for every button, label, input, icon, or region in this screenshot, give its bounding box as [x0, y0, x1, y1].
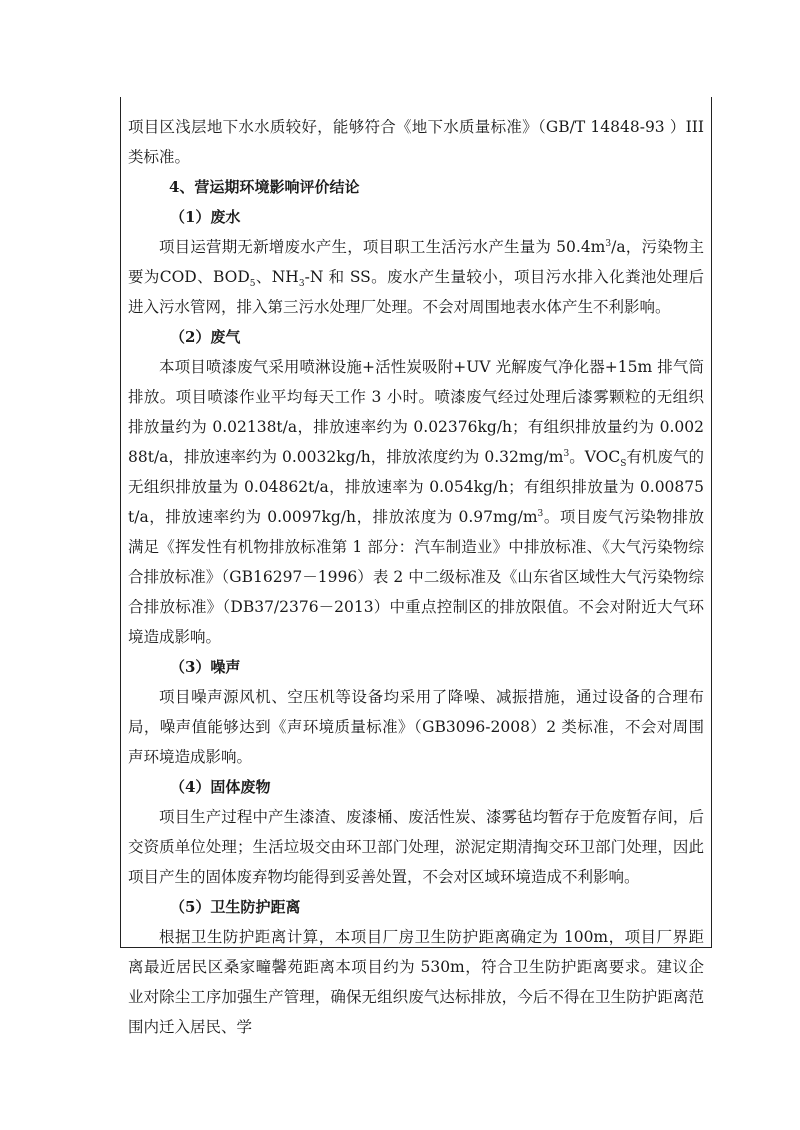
paragraph-waste-gas: 本项目喷漆废气采用喷淋设施+活性炭吸附+UV 光解废气净化器+15m 排气筒排放。项目喷漆作业平均每天工作 3 小时。喷漆废气经过处理后漆雾颗粒的无组织排放量约为 0.02138t/a，排放速率约为 0.02376kg/h；有组织排放量约为 0.00288t/a，排放速率约为 0.0032kg/h，排放浓度约为 $0.32mg/m^3$。$VOC_S$有机废气的无组织排放量为 0.04862t/a，排放速率为 0.054kg/h；有组织排放量为 0.00875t/a，排放速率约为 0.0097kg/h，排放浓度为 $0.97mg/m^3$。项目废气污染物排放满足《挥发性有机物排放标准第 1 部分：汽车制造业》中排放标准、《大气污染物综合排放标准》（GB16297－1996）表 2 中二级标准及《山东省区域性大气污染物综合排放标准》（DB37/2376－2013）中重点控制区的排放限值。不会对附近大气环境造成影响。	[128, 358, 704, 646]
heading-waste-gas: （2）废气	[170, 328, 241, 346]
heading-operation-impact: 4、营运期环境影响评价结论	[169, 178, 360, 196]
heading-noise: （3）噪声	[170, 658, 241, 676]
heading-solid-waste: （4）固体废物	[170, 778, 271, 796]
paragraph-noise: 项目噪声源风机、空压机等设备均采用了降噪、减振措施，通过设备的合理布局，噪声值能够达到《声环境质量标准》（GB3096-2008）2 类标准，不会对周围声环境造成影响。	[128, 688, 704, 766]
paragraph-protection-distance: 根据卫生防护距离计算，本项目厂房卫生防护距离确定为 100m，项目厂界距离最近居民区桑家疃馨苑距离本项目约为 530m，符合卫生防护距离要求。建议企业对除尘工序加强生产管理，确保无组织废气达标排放，今后不得在卫生防护距离范围内迁入居民、学	[128, 928, 704, 1036]
document-body	[128, 112, 704, 1042]
heading-protection-distance: （5）卫生防护距离	[170, 898, 301, 916]
paragraph-solid-waste: 项目生产过程中产生漆渣、废漆桶、废活性炭、漆雾毡均暂存于危废暂存间，后交资质单位处理；生活垃圾交由环卫部门处理，淤泥定期清掏交环卫部门处理，因此项目产生的固体废弃物均能得到妥善处置，不会对区域环境造成不利影响。	[128, 808, 704, 886]
paragraph-wastewater: 项目运营期无新增废水产生，项目职工生活污水产生量为 $50.4m^3/a$，污染物主要为COD、$BOD_5$、$NH_3-N$ 和 SS。废水产生量较小，项目污水排入化粪池处理后进入污水管网，排入第三污水处理厂处理。不会对周围地表水体产生不利影响。	[128, 238, 705, 316]
paragraph-groundwater: 项目区浅层地下水水质较好，能够符合《地下水质量标准》（GB/T 14848-93 ）III类标准。	[128, 118, 704, 166]
heading-wastewater: （1）废水	[170, 208, 241, 226]
